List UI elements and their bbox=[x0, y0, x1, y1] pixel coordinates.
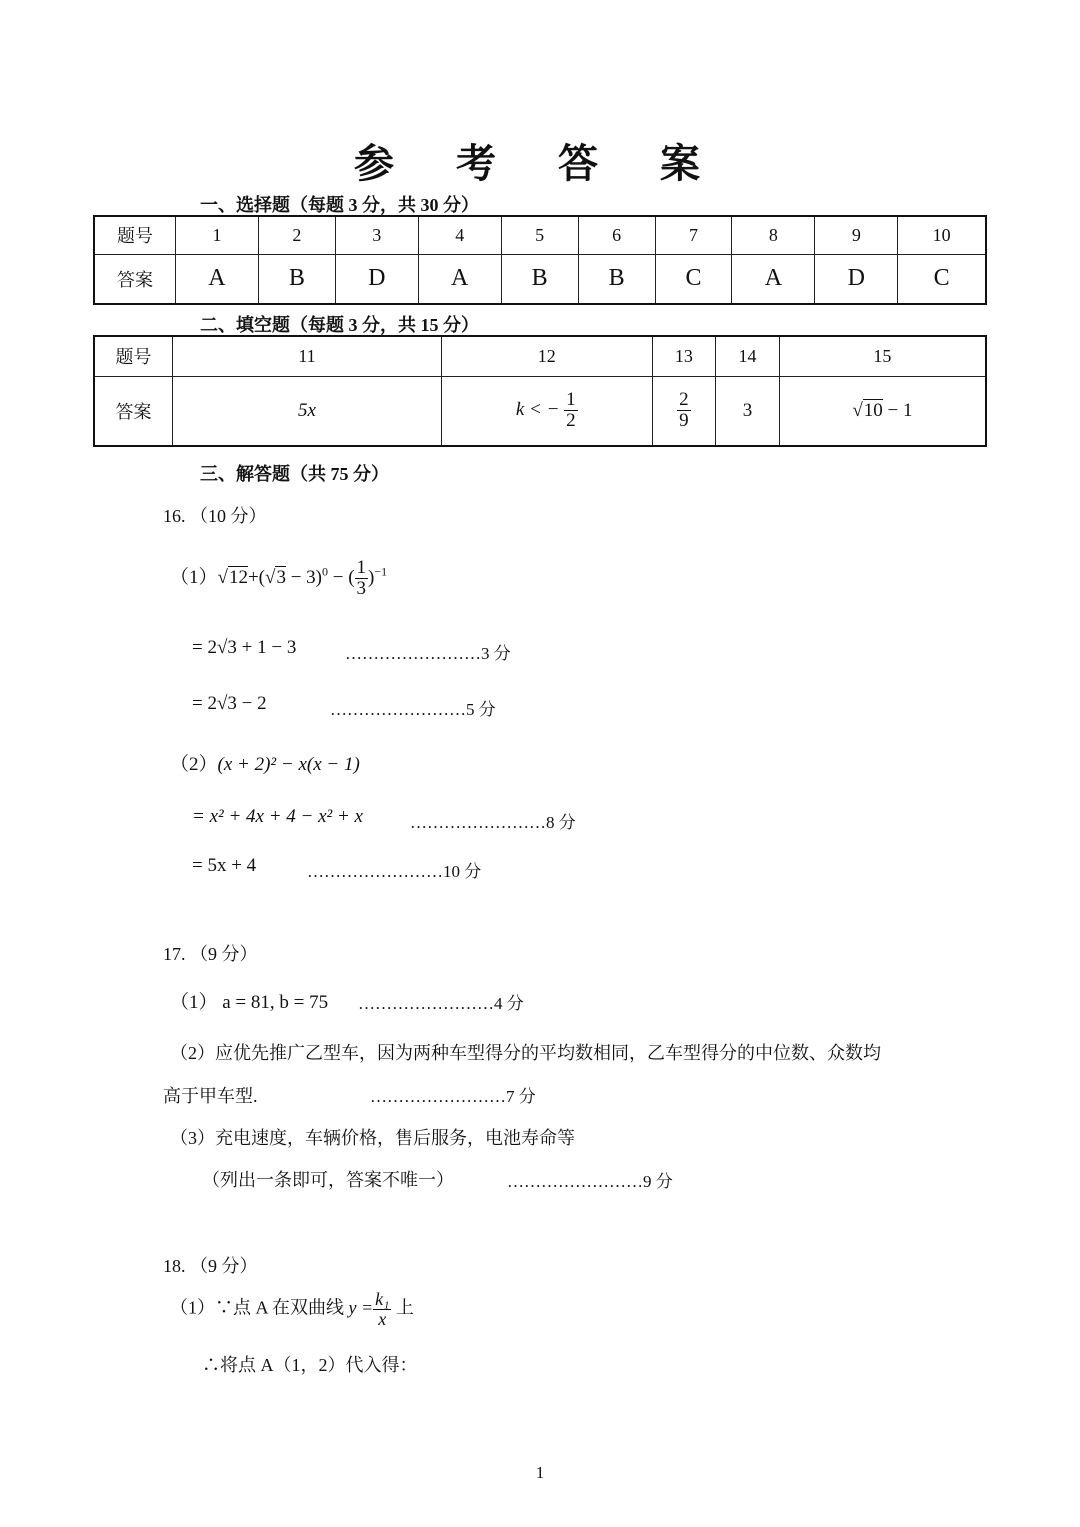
q18-frac-num: k₁ bbox=[375, 1289, 390, 1309]
q17-heading: 17. （9 分） bbox=[163, 944, 258, 964]
question-number: 13 bbox=[652, 336, 716, 376]
section-heading-solutions: 三、解答题（共 75 分） bbox=[200, 464, 389, 484]
q17-part3-score: ……………………9 分 bbox=[507, 1172, 673, 1191]
choice-answer-table bbox=[93, 215, 987, 305]
answer-13-denominator: 9 bbox=[679, 410, 689, 432]
answer-12-prefix: k < − bbox=[515, 399, 560, 421]
q16-heading: 16. （10 分） bbox=[163, 506, 267, 526]
answer-12 bbox=[442, 376, 653, 446]
answer-cell: B bbox=[258, 254, 335, 304]
question-number: 10 bbox=[898, 216, 986, 254]
answer-cell: C bbox=[655, 254, 732, 304]
question-number: 4 bbox=[418, 216, 501, 254]
q16-step2: = 2√3 − 2 bbox=[192, 693, 267, 714]
q16-part1-after: − 3) bbox=[285, 566, 322, 588]
row-label-number: 题号 bbox=[94, 216, 176, 254]
question-number: 2 bbox=[258, 216, 335, 254]
answer-12-denominator: 2 bbox=[566, 410, 576, 432]
section-heading-choice: 一、选择题（每题 3 分，共 30 分） bbox=[200, 195, 479, 215]
answer-15: √10 − 1 bbox=[779, 376, 986, 446]
question-number: 12 bbox=[442, 336, 653, 376]
question-number: 7 bbox=[655, 216, 732, 254]
q16-part1-close: ) bbox=[368, 566, 375, 588]
q16-step2-score: ……………………5 分 bbox=[330, 700, 496, 719]
answer-cell: A bbox=[176, 254, 259, 304]
answer-cell: B bbox=[501, 254, 578, 304]
q18-part1-line1 bbox=[170, 1290, 414, 1329]
answer-15-radicand: 10 bbox=[863, 399, 883, 421]
fill-answer-table bbox=[93, 335, 987, 447]
question-number: 9 bbox=[815, 216, 898, 254]
q16-part2-label: （2） bbox=[170, 754, 218, 775]
q17-part2-line2: 高于甲车型. bbox=[163, 1086, 258, 1106]
answer-12-numerator: 1 bbox=[566, 389, 576, 411]
answer-13-numerator: 2 bbox=[679, 389, 689, 411]
question-number: 5 bbox=[501, 216, 578, 254]
q17-part1: （1） a = 81, b = 75 bbox=[170, 992, 329, 1013]
q18-y-equals: y = bbox=[348, 1297, 374, 1318]
q16-part1-label: （1） bbox=[170, 566, 218, 588]
question-number: 14 bbox=[716, 336, 780, 376]
q18-heading: 18. （9 分） bbox=[163, 1256, 258, 1276]
q16-step1-score: ……………………3 分 bbox=[345, 644, 511, 663]
q17-part3-line2: （列出一条即可，答案不唯一） bbox=[202, 1170, 454, 1190]
q16-step1: = 2√3 + 1 − 3 bbox=[192, 637, 297, 658]
answer-cell: D bbox=[335, 254, 418, 304]
question-number: 6 bbox=[578, 216, 655, 254]
q16-part1-minus: − ( bbox=[327, 566, 355, 588]
q18-part1-line2: ∴将点 A（1，2）代入得： bbox=[202, 1355, 418, 1375]
question-number: 8 bbox=[732, 216, 815, 254]
q17-part3-line1: （3）充电速度，车辆价格，售后服务，电池寿命等 bbox=[170, 1128, 575, 1148]
answer-cell: B bbox=[578, 254, 655, 304]
row-label-answer: 答案 bbox=[94, 376, 173, 446]
q16-step4: = 5x + 4 bbox=[192, 855, 257, 876]
q16-exponent-neg1: −1 bbox=[374, 564, 388, 579]
row-label-number: 题号 bbox=[94, 336, 173, 376]
q16-part1-mid: +( bbox=[247, 566, 265, 588]
answer-cell: D bbox=[815, 254, 898, 304]
answer-cell: C bbox=[898, 254, 986, 304]
q17-part1-score: ……………………4 分 bbox=[358, 994, 524, 1013]
q16-step3-score: ……………………8 分 bbox=[410, 813, 576, 832]
q16-part1-expression: $(1)√12+(√3 - 3)^0$ − ( $\frac{1}{3}$ )$^{-1}$ bbox=[170, 557, 388, 599]
question-number: 11 bbox=[173, 336, 442, 376]
q16-frac-den: 3 bbox=[356, 577, 367, 599]
page-number: 1 bbox=[535, 1463, 545, 1482]
answer-cell: A bbox=[732, 254, 815, 304]
q16-exponent-zero: 0 bbox=[321, 564, 328, 579]
q16-step3: = x² + 4x + 4 − x² + x bbox=[192, 806, 363, 827]
answer-11: 5x bbox=[173, 376, 442, 446]
question-number: 1 bbox=[176, 216, 259, 254]
page-title: 参 考 答 案 bbox=[354, 141, 726, 186]
q18-part1-suffix: 上 bbox=[391, 1297, 414, 1318]
q16-sqrt3: 3 bbox=[276, 566, 286, 588]
q16-part2-expr: (x + 2)² − x(x − 1) bbox=[217, 754, 360, 775]
answer-13 bbox=[652, 376, 716, 446]
q16-frac-num: 1 bbox=[356, 557, 367, 578]
answer-15-tail: − 1 bbox=[882, 399, 913, 421]
q16-sqrt12: 12 bbox=[228, 566, 248, 588]
q17-part2-score: ……………………7 分 bbox=[370, 1087, 536, 1106]
q17-part2-line1: （2）应优先推广乙型车，因为两种车型得分的平均数相同，乙车型得分的中位数、众数均 bbox=[170, 1043, 881, 1063]
section-heading-fill: 二、填空题（每题 3 分，共 15 分） bbox=[200, 315, 479, 335]
q18-part1-prefix: （1）∵点 A 在双曲线 bbox=[170, 1297, 349, 1318]
q18-frac-den: x bbox=[378, 1308, 387, 1329]
question-number: 3 bbox=[335, 216, 418, 254]
row-label-answer: 答案 bbox=[94, 254, 176, 304]
question-number: 15 bbox=[779, 336, 986, 376]
q16-part2-expression bbox=[170, 749, 360, 776]
q16-step4-score: ……………………10 分 bbox=[307, 862, 482, 881]
answer-14: 3 bbox=[716, 376, 780, 446]
answer-cell: A bbox=[418, 254, 501, 304]
